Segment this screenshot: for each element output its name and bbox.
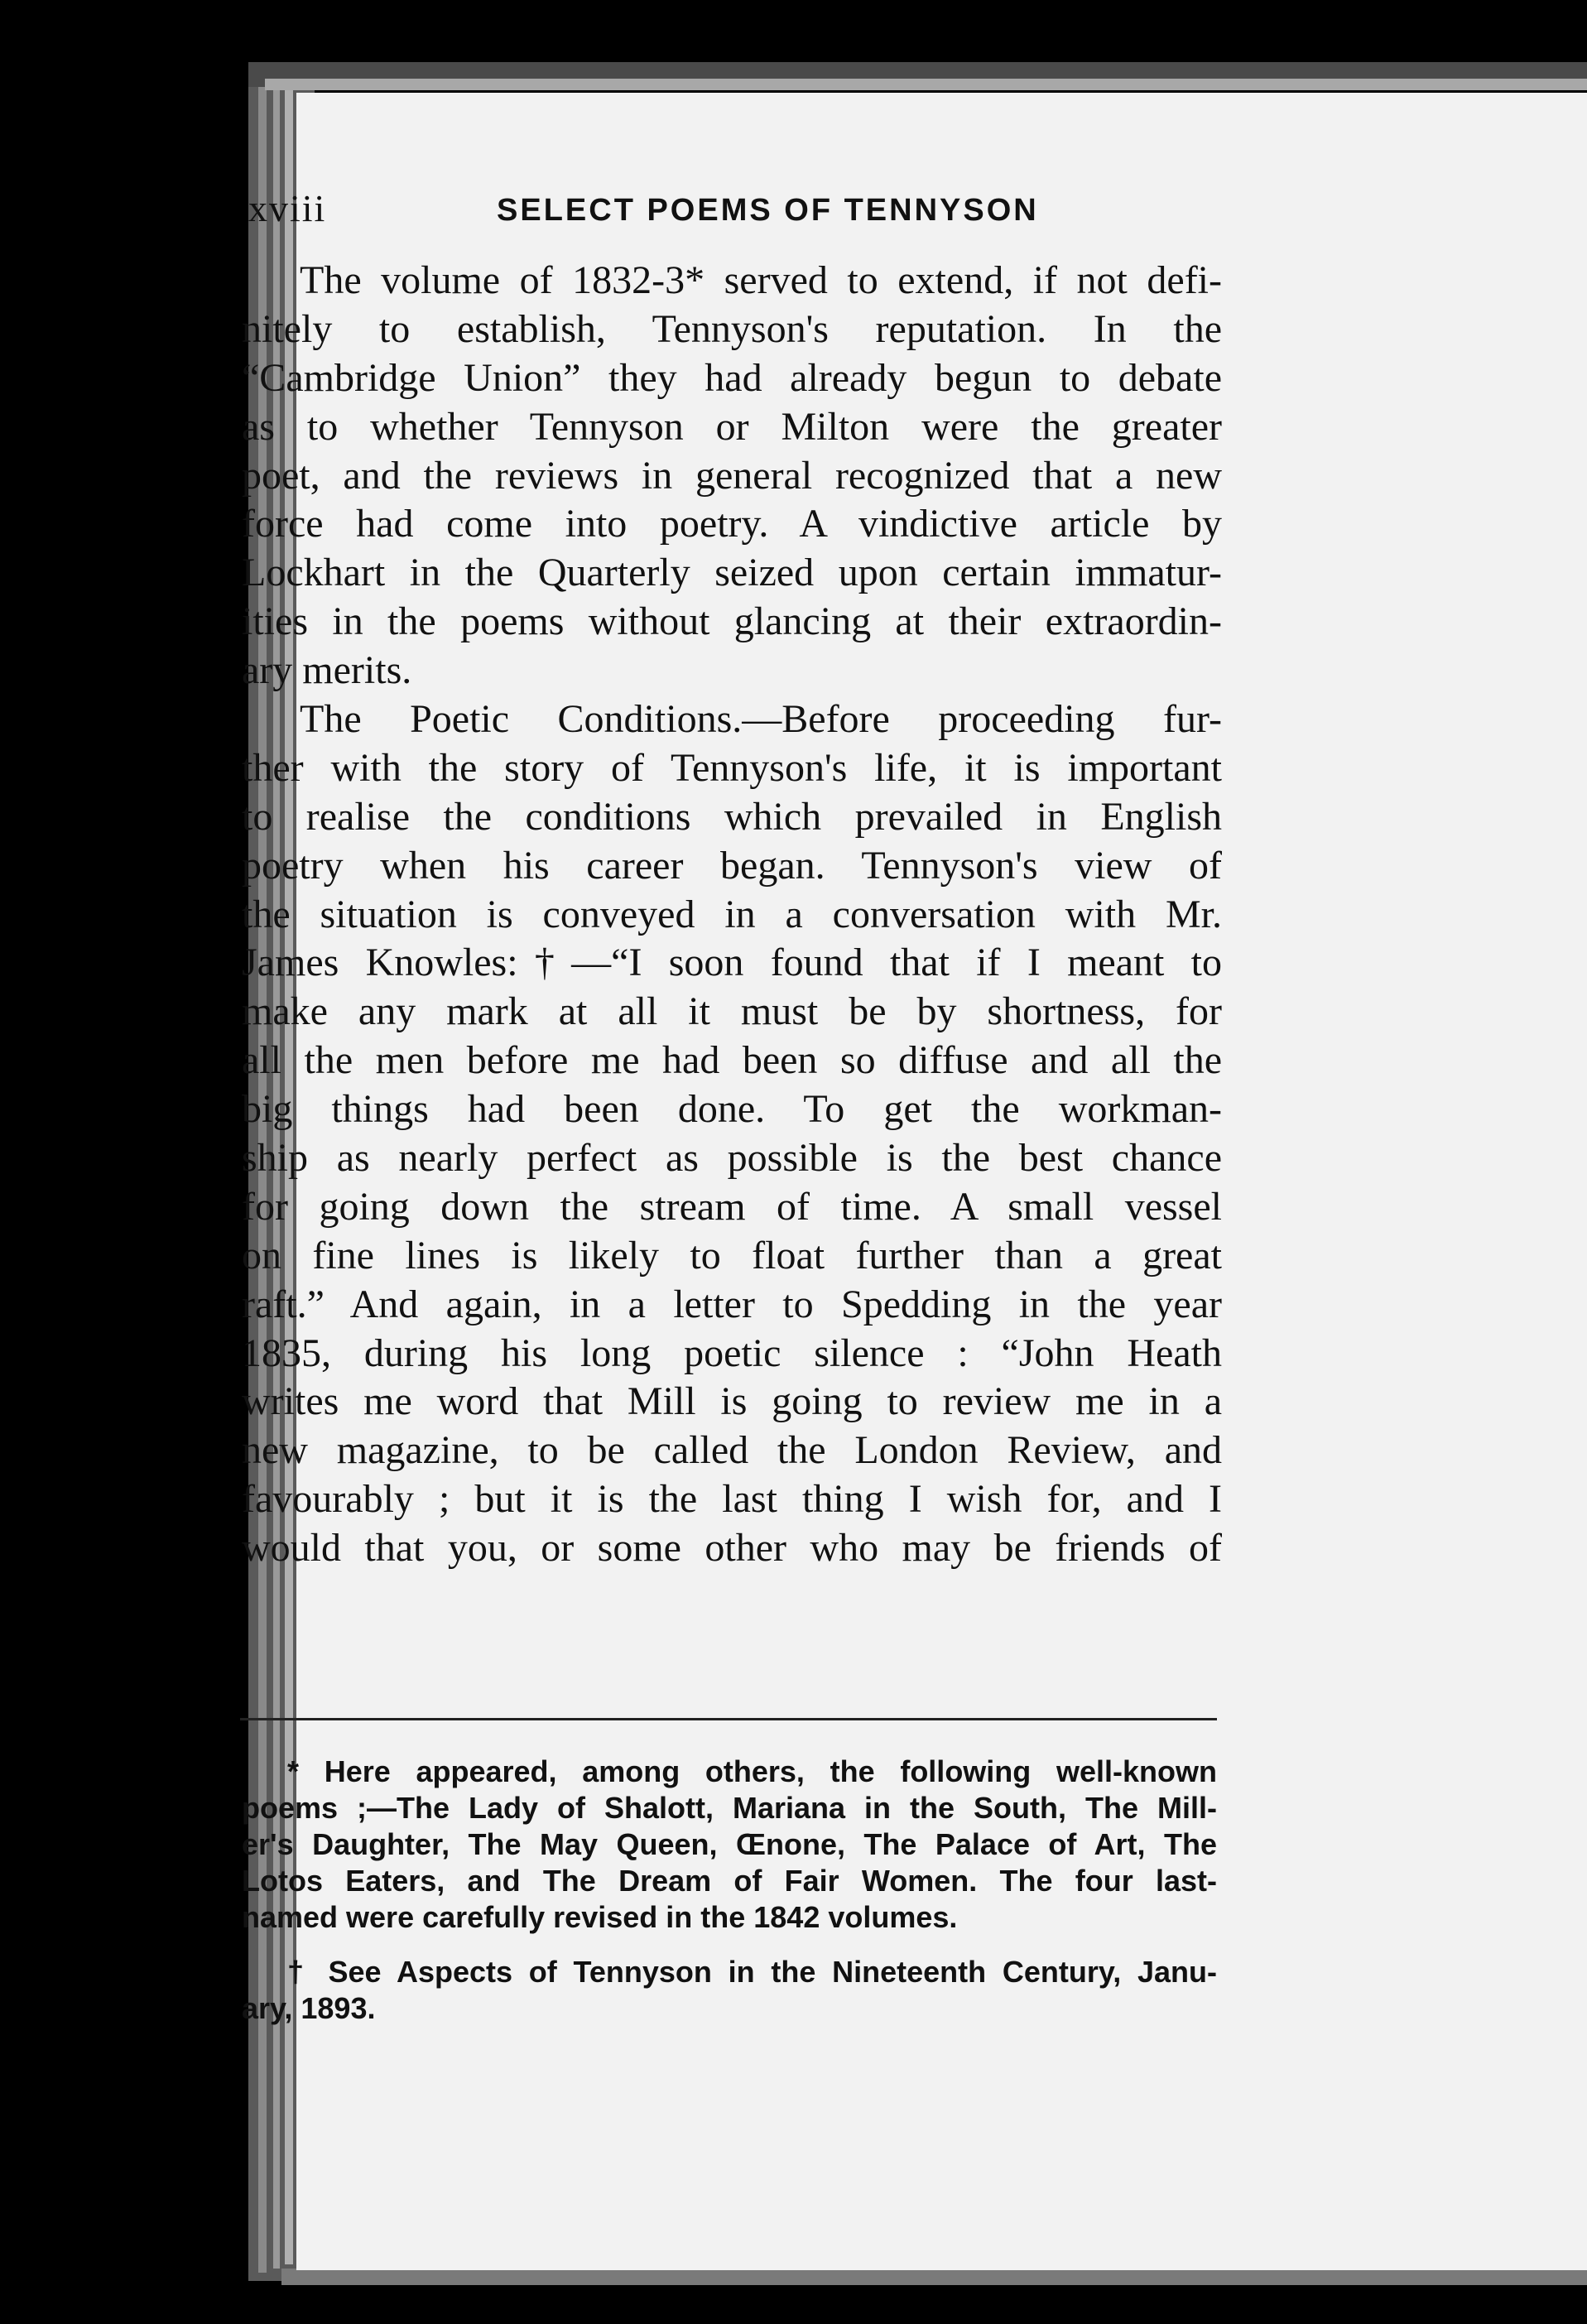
body-line: “Cambridge Union” they had already begun to debate	[242, 355, 1222, 400]
body-line: poetry when his career began. Tennyson's view of	[242, 843, 1222, 888]
body-line: big things had been done. To get the workman-	[242, 1087, 1222, 1132]
footnote-line: * Here appeared, among others, the following well-known	[287, 1754, 1217, 1788]
body-line: as to whether Tennyson or Milton were the greater	[242, 404, 1222, 449]
body-line: raft.” And again, in a letter to Spedding in the year	[242, 1282, 1222, 1326]
page-number: xviii	[248, 187, 327, 229]
footnote-line: Lotos Eaters, and The Dream of Fair Women. The four last-	[242, 1864, 1217, 1898]
body-line: for going down the stream of time. A small vessel	[242, 1184, 1222, 1229]
body-line: to realise the conditions which prevailed in English	[242, 794, 1222, 839]
footnote-line: er's Daughter, The May Queen, Œnone, The Palace of Art, The	[242, 1827, 1217, 1861]
body-line: on fine lines is likely to float further than a great	[242, 1233, 1222, 1277]
footnote-1	[242, 1754, 1217, 1936]
footnotes	[242, 1754, 1217, 2045]
body-line: writes me word that Mill is going to review me in a	[242, 1379, 1222, 1424]
body-line: Lockhart in the Quarterly seized upon certain immatur-	[242, 551, 1222, 595]
body-line: new magazine, to be called the London Review, and	[242, 1428, 1222, 1473]
body-line: force had come into poetry. A vindictive article by	[242, 502, 1222, 546]
footnote-line: † See Aspects of Tennyson in the Nineteenth Century, Janu-	[287, 1955, 1217, 1989]
body-line: 1835, during his long poetic silence : “John Heath	[242, 1330, 1222, 1375]
body-line: ary merits.	[242, 648, 412, 693]
body-line: James Knowles:†—“I soon found that if I meant to	[242, 941, 1222, 985]
footnote-line: named were carefully revised in the 1842 volumes.	[242, 1900, 958, 1934]
body-line: the situation is conveyed in a conversation with Mr.	[242, 892, 1222, 936]
body-line: nitely to establish, Tennyson's reputation. In the	[242, 306, 1222, 351]
footnote-2	[242, 1954, 1217, 2027]
section-heading-line: The Poetic Conditions.—Before proceeding fur-	[300, 697, 1222, 742]
running-title: SELECT POEMS OF TENNYSON	[497, 193, 1039, 228]
body-line: all the men before me had been so diffuse and all the	[242, 1038, 1222, 1083]
page-header	[248, 186, 1283, 236]
body-line: ther with the story of Tennyson's life, it is important	[242, 745, 1222, 790]
body-line: poet, and the reviews in general recognized that a new	[242, 453, 1222, 498]
body-line: ities in the poems without glancing at their extraordin-	[242, 599, 1222, 644]
footnote-rule	[240, 1718, 1217, 1720]
body-line: make any mark at all it must be by shortness, for	[242, 989, 1222, 1034]
body-line: ship as nearly perfect as possible is the best chance	[242, 1136, 1222, 1181]
body-text	[242, 257, 1222, 1573]
footnote-line: poems ;—The Lady of Shalott, Mariana in the South, The Mill-	[242, 1791, 1217, 1825]
body-line: The volume of 1832-3* served to extend, if not defi-	[300, 258, 1222, 302]
footnote-line: ary, 1893.	[242, 1991, 376, 2025]
body-line: would that you, or some other who may be friends of	[242, 1526, 1222, 1571]
body-line: favourably ; but it is the last thing I wish for, and I	[242, 1477, 1222, 1522]
